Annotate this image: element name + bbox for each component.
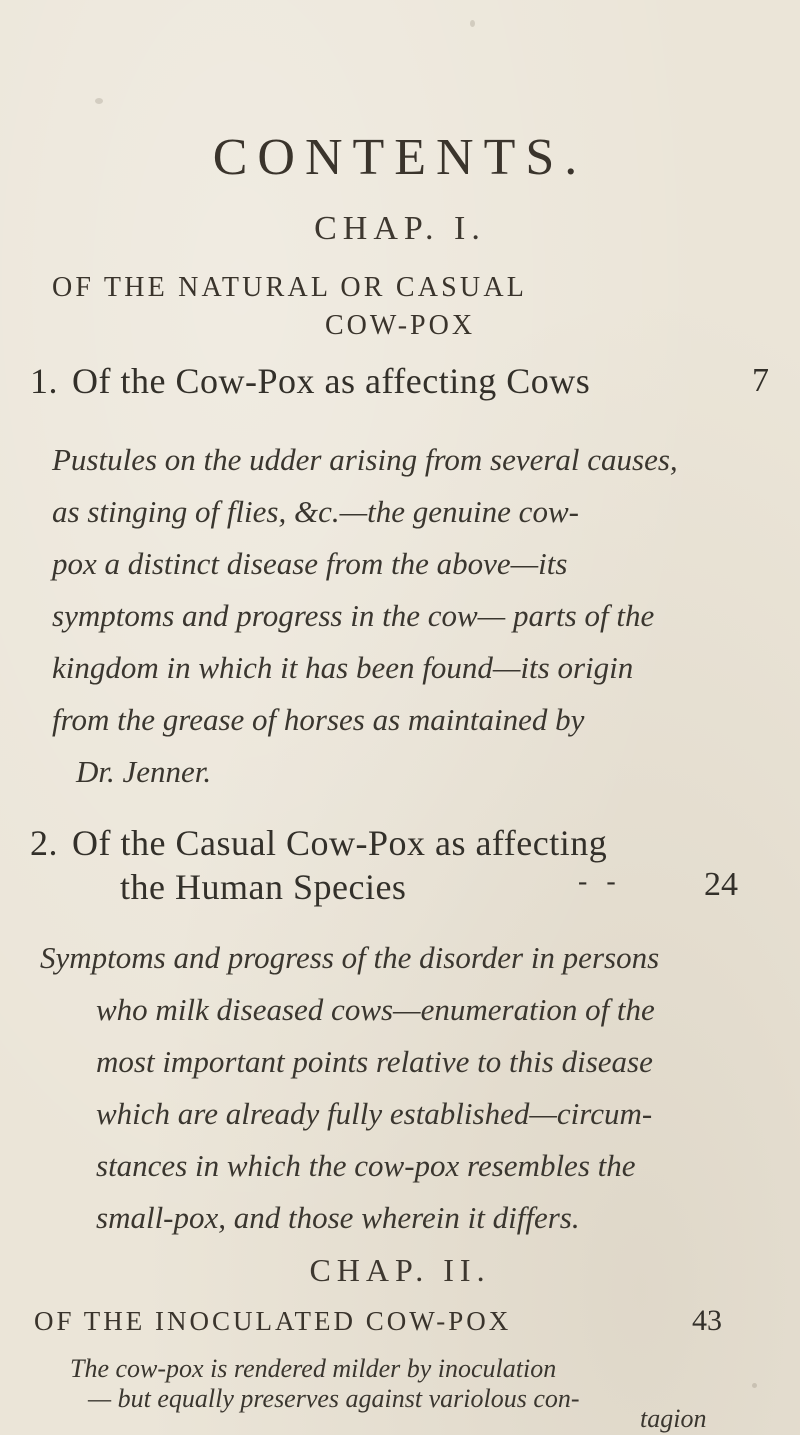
entry-2 [30, 822, 607, 864]
entry-2-summary-line: stances in which the cow-pox resembles the [96, 1148, 636, 1183]
page-title: CONTENTS. [212, 129, 588, 186]
entry-1-summary-line: kingdom in which it has been found—its origin [52, 650, 634, 685]
entry-2-number: 2. [30, 823, 58, 863]
entry-2-page: 24 [704, 866, 738, 903]
entry-2-title: Of the Casual Cow-Pox as affecting [72, 823, 608, 863]
entry-2-title-cont: the Human Species [120, 867, 407, 907]
entry-2-summary-line: Symptoms and progress of the disorder in persons [40, 940, 660, 975]
entry-1-page: 7 [752, 362, 769, 399]
ink-speck [470, 20, 475, 27]
chapter-2-label: CHAP. II. [309, 1252, 491, 1288]
chapter-1-label: CHAP. I. [314, 210, 486, 247]
chapter-1-heading-cont: COW-POX [324, 310, 476, 341]
chapter-2-summary-line: — but equally preserves against variolous con- [88, 1384, 580, 1413]
chapter-1-heading: OF THE NATURAL OR CASUAL [52, 272, 528, 303]
entry-1 [30, 360, 590, 402]
entry-2-summary-line: most important points relative to this disease [96, 1044, 653, 1079]
entry-1-summary-line: symptoms and progress in the cow— parts of the [52, 598, 655, 633]
ink-speck [95, 98, 103, 104]
entry-1-title: Of the Cow-Pox as affecting Cows [72, 361, 591, 401]
entry-1-summary-line: from the grease of horses as maintained by [52, 702, 585, 737]
chapter-2-heading: OF THE INOCULATED COW-POX [34, 1306, 512, 1336]
entry-2-summary-line: who milk diseased cows—enumeration of the [96, 992, 655, 1027]
entry-1-summary-line: as stinging of flies, &c.—the genuine cow- [52, 494, 579, 529]
entry-1-summary-line: Pustules on the udder arising from several causes, [52, 442, 678, 477]
entry-1-summary-line: Dr. Jenner. [76, 754, 212, 789]
chapter-2-page: 43 [692, 1304, 722, 1337]
ink-speck [752, 1383, 757, 1388]
entry-1-summary-line: pox a distinct disease from the above—its [52, 546, 568, 581]
entry-1-number: 1. [30, 361, 58, 401]
chapter-2-summary-line: tagion [640, 1404, 707, 1433]
chapter-2-summary-line: The cow-pox is rendered milder by inoculation [70, 1354, 557, 1383]
entry-2-summary-line: small-pox, and those wherein it differs. [96, 1200, 580, 1235]
entry-2-summary-line: which are already fully established—circum- [96, 1096, 653, 1131]
entry-2-dashes: - - [578, 866, 622, 897]
